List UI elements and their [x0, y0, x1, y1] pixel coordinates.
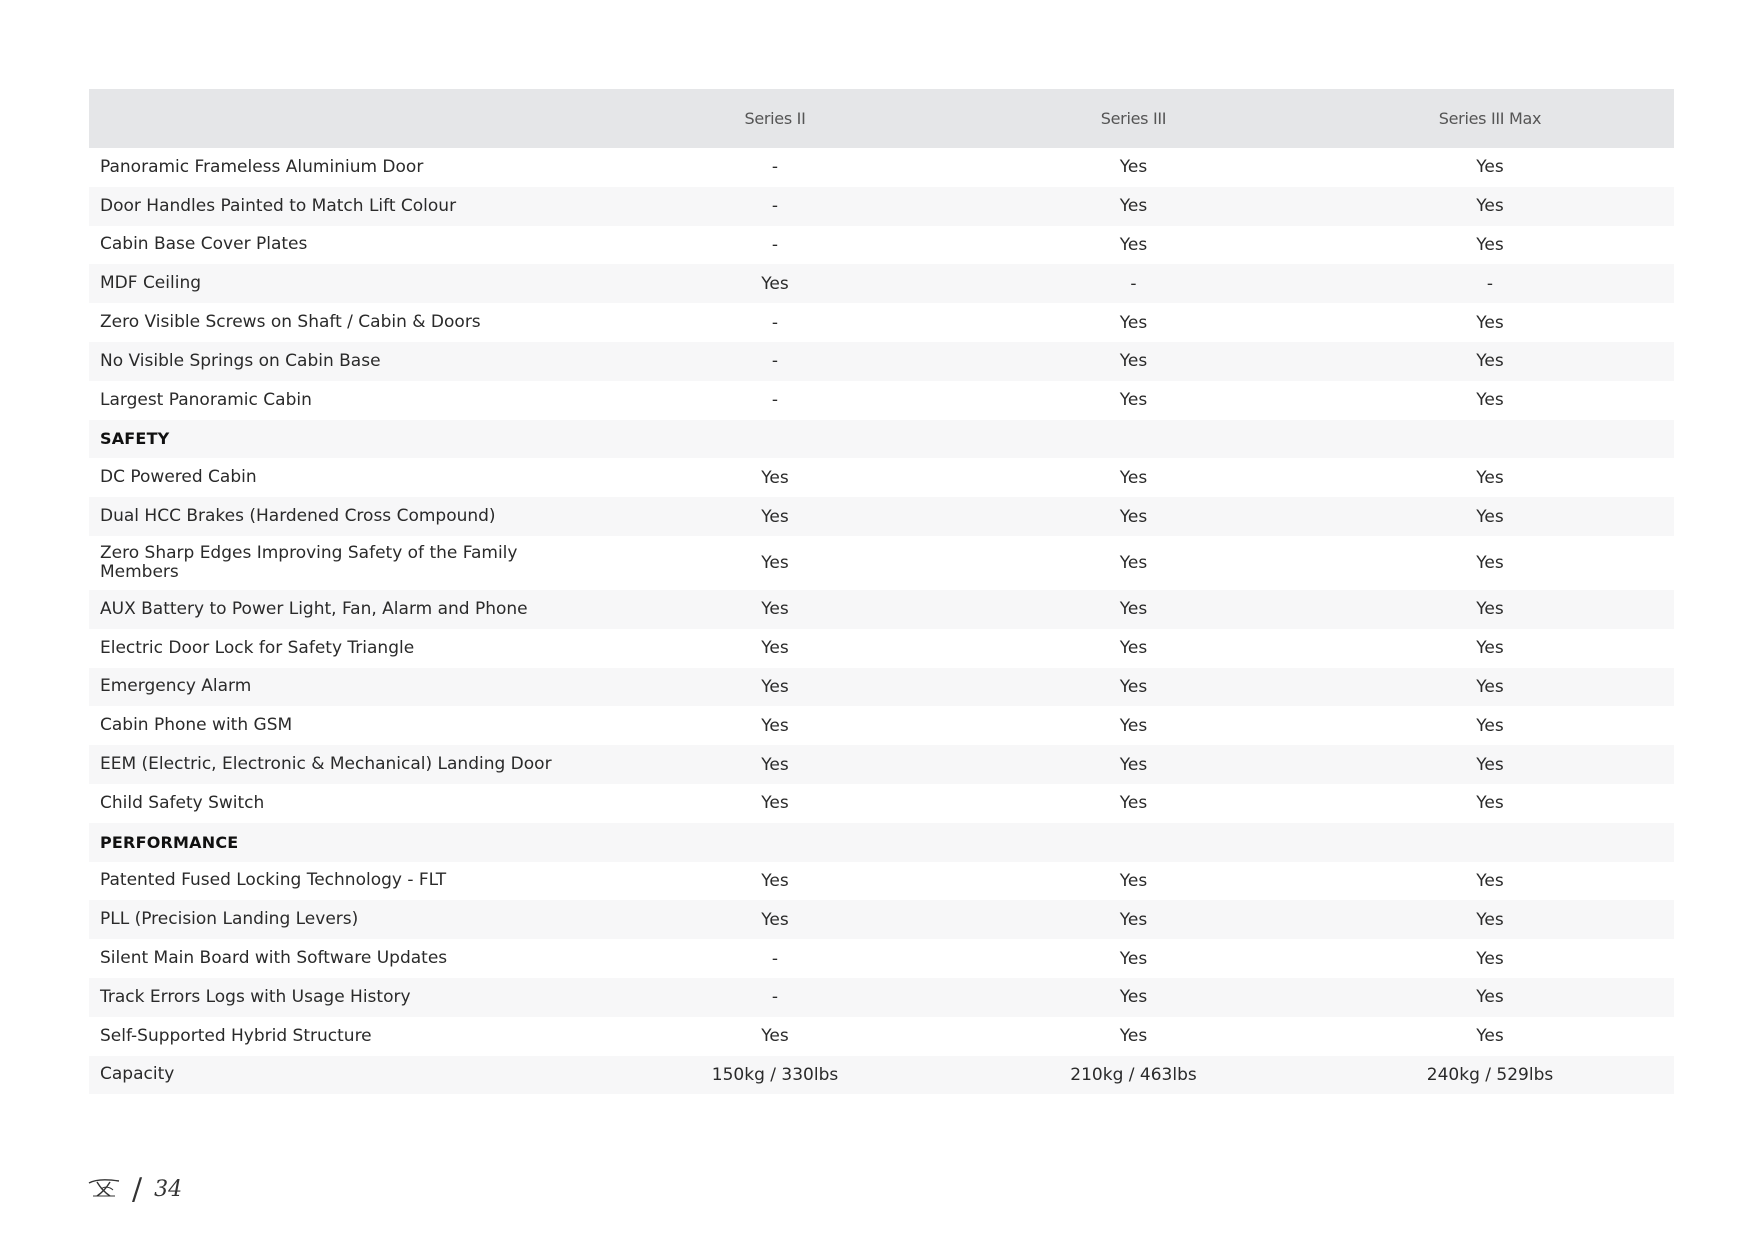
table-row — [89, 706, 1674, 745]
series-ii-value: - — [771, 157, 779, 178]
table-row — [89, 187, 1674, 226]
series-iii-value: Yes — [1119, 754, 1148, 775]
series-ii-value: - — [771, 234, 779, 255]
series-ii-value: - — [771, 987, 779, 1008]
feature-cell: EEM (Electric, Electronic & Mechanical) Landing Door — [100, 754, 552, 775]
series-iii-max-value: Yes — [1476, 157, 1504, 178]
series-iii-max-value: Yes — [1476, 754, 1504, 775]
feature-cell: Emergency Alarm — [100, 676, 252, 697]
series-iii-value: 210kg / 463lbs — [1070, 1064, 1197, 1085]
series-iii-max-value: Yes — [1476, 234, 1504, 255]
table-row — [89, 668, 1674, 707]
section-header-row — [89, 420, 1674, 459]
series-iii-value: Yes — [1119, 676, 1148, 697]
table-row — [89, 536, 1674, 590]
header-feature — [89, 89, 589, 148]
table-row — [89, 629, 1674, 668]
feature-cell: Largest Panoramic Cabin — [100, 389, 312, 410]
feature-cell: Cabin Phone with GSM — [100, 715, 293, 736]
series-ii-value: - — [771, 196, 779, 217]
section-title: SAFETY — [100, 429, 170, 449]
series-iii-value: Yes — [1119, 793, 1148, 814]
feature-cell: MDF Ceiling — [100, 273, 202, 294]
series-iii-value: Yes — [1119, 948, 1148, 969]
feature-cell: Zero Visible Screws on Shaft / Cabin & Doors — [100, 312, 481, 333]
series-iii-value: Yes — [1119, 390, 1148, 411]
series-iii-value: Yes — [1119, 638, 1148, 659]
brand-logo-icon — [88, 1177, 120, 1203]
series-iii-max-value: Yes — [1476, 552, 1504, 573]
series-ii-value: - — [771, 390, 779, 411]
table-row — [89, 784, 1674, 823]
table-row — [89, 303, 1674, 342]
table-row — [89, 745, 1674, 784]
header-series-iii: Series III — [1100, 109, 1167, 128]
series-iii-value: Yes — [1119, 987, 1148, 1008]
series-ii-value: - — [771, 312, 779, 333]
series-iii-value: Yes — [1119, 312, 1148, 333]
series-ii-value: Yes — [761, 273, 789, 294]
series-iii-max-value: Yes — [1476, 638, 1504, 659]
series-ii-value: Yes — [761, 1026, 789, 1047]
feature-cell: Panoramic Frameless Aluminium Door — [100, 156, 424, 177]
section-header-row — [89, 823, 1674, 862]
series-iii-value: Yes — [1119, 506, 1148, 527]
series-ii-value: - — [771, 948, 779, 969]
series-ii-value: Yes — [761, 754, 789, 775]
feature-cell: Capacity — [100, 1064, 175, 1085]
series-iii-max-value: Yes — [1476, 599, 1504, 620]
series-ii-value: Yes — [761, 467, 789, 488]
series-ii-value: Yes — [761, 793, 789, 814]
feature-cell: No Visible Springs on Cabin Base — [100, 350, 381, 371]
series-ii-value: Yes — [761, 552, 789, 573]
feature-cell: PLL (Precision Landing Levers) — [100, 909, 359, 930]
series-iii-max-value: - — [1486, 273, 1494, 294]
table-row — [89, 458, 1674, 497]
series-ii-value: 150kg / 330lbs — [711, 1064, 839, 1085]
series-ii-value: - — [771, 351, 779, 372]
series-ii-value: Yes — [761, 676, 789, 697]
feature-cell: Silent Main Board with Software Updates — [100, 948, 448, 969]
header-series-ii: Series II — [744, 109, 806, 128]
header-series-iii-max: Series III Max — [1438, 109, 1542, 128]
series-iii-value: - — [1130, 273, 1137, 294]
footer-separator: / — [132, 1172, 143, 1207]
series-iii-max-value: Yes — [1476, 948, 1504, 969]
table-row — [89, 226, 1674, 265]
table-row — [89, 342, 1674, 381]
series-ii-value: Yes — [761, 599, 789, 620]
table-row — [89, 978, 1674, 1017]
series-iii-max-value: Yes — [1476, 467, 1504, 488]
series-iii-value: Yes — [1119, 234, 1148, 255]
feature-cell: Electric Door Lock for Safety Triangle — [100, 637, 415, 658]
table-row — [89, 497, 1674, 536]
series-ii-value: Yes — [761, 638, 789, 659]
table-row — [89, 1056, 1674, 1095]
series-ii-value: Yes — [761, 506, 789, 527]
series-iii-max-value: Yes — [1476, 196, 1504, 217]
feature-cell: AUX Battery to Power Light, Fan, Alarm and Phone — [100, 598, 528, 619]
series-iii-max-value: Yes — [1476, 870, 1504, 891]
series-ii-value: Yes — [761, 870, 789, 891]
series-iii-value: Yes — [1119, 196, 1148, 217]
series-iii-max-value: Yes — [1476, 390, 1504, 411]
table-header — [89, 89, 1674, 148]
series-iii-value: Yes — [1119, 552, 1148, 573]
series-iii-max-value: Yes — [1476, 312, 1504, 333]
feature-cell: Patented Fused Locking Technology - FLT — [100, 870, 447, 891]
feature-cell: DC Powered Cabin — [100, 467, 257, 488]
series-iii-value: Yes — [1119, 909, 1148, 930]
spec-table-container — [89, 89, 1674, 1094]
series-iii-max-value: Yes — [1476, 676, 1504, 697]
series-iii-max-value: Yes — [1476, 1026, 1504, 1047]
table-body — [89, 148, 1674, 1094]
series-iii-value: Yes — [1119, 157, 1148, 178]
series-iii-value: Yes — [1119, 870, 1148, 891]
feature-cell: Track Errors Logs with Usage History — [100, 986, 411, 1007]
series-iii-max-value: Yes — [1476, 715, 1504, 736]
series-iii-max-value: Yes — [1476, 351, 1504, 372]
series-ii-value: Yes — [761, 909, 789, 930]
page-footer — [88, 1172, 182, 1207]
series-iii-max-value: Yes — [1476, 793, 1504, 814]
feature-cell: Door Handles Painted to Match Lift Colour — [100, 195, 457, 216]
table-row — [89, 939, 1674, 978]
table-row — [89, 264, 1674, 303]
series-iii-max-value: Yes — [1476, 987, 1504, 1008]
series-iii-value: Yes — [1119, 467, 1148, 488]
table-header-row — [89, 89, 1674, 148]
table-row — [89, 1017, 1674, 1056]
spec-comparison-table — [89, 89, 1674, 1094]
series-iii-max-value: 240kg / 529lbs — [1426, 1064, 1554, 1085]
feature-cell: Dual HCC Brakes (Hardened Cross Compound) — [100, 506, 496, 527]
table-row — [89, 590, 1674, 629]
table-row — [89, 148, 1674, 187]
series-iii-value: Yes — [1119, 599, 1148, 620]
section-title: PERFORMANCE — [100, 832, 239, 852]
feature-cell: Child Safety Switch — [100, 792, 265, 813]
series-iii-value: Yes — [1119, 351, 1148, 372]
feature-cell: Self-Supported Hybrid Structure — [100, 1025, 372, 1046]
series-iii-max-value: Yes — [1476, 909, 1504, 930]
series-iii-value: Yes — [1119, 1026, 1148, 1047]
table-row — [89, 900, 1674, 939]
table-row — [89, 381, 1674, 420]
feature-cell: Zero Sharp Edges Improving Safety of the Family Members — [100, 542, 518, 582]
series-ii-value: Yes — [761, 715, 789, 736]
series-iii-value: Yes — [1119, 715, 1148, 736]
table-row — [89, 862, 1674, 901]
feature-cell: Cabin Base Cover Plates — [100, 234, 308, 255]
page-number: 34 — [154, 1177, 183, 1202]
series-iii-max-value: Yes — [1476, 506, 1504, 527]
